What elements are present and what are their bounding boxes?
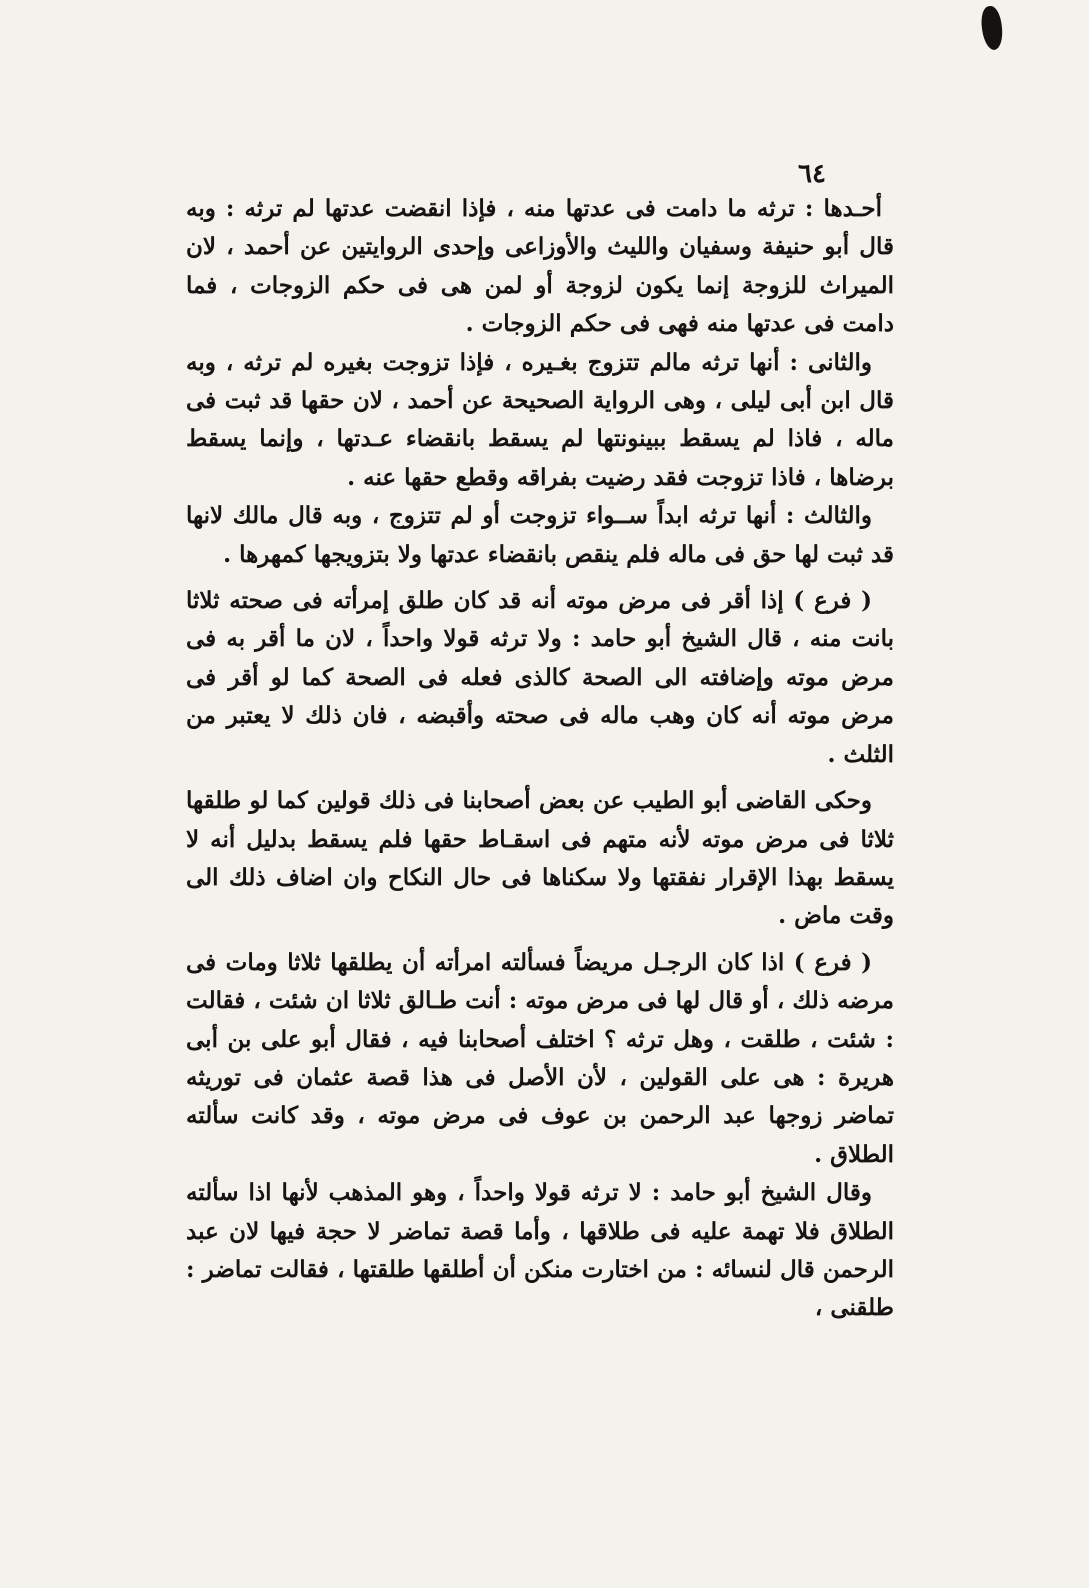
paragraph-branch-acknowledgment: ( فرع ) إذا أقر فى مرض موته أنه قد كان طلق إمرأته فى صحته ثلاثا بانت منه ، قال الشيخ أبو حامد : ولا ترثه قولا واحداً ، لان ما أقر به فى مرض موته وإضافته الى الصحة كالذى فعله فى الصحة كما لو أقر فى مرض موته أنه كان وهب ماله فى صحته وأقبضه ، فان ذلك لا يعتبر من الثلث .: [186, 587, 894, 768]
paragraph-third-view: والثالث : أنها ترثه ابداً ســواء تزوجت أو لم تتزوج ، وبه قال مالك لانها قد ثبت لها حق فى ماله فلم ينقص بانقضاء عدتها ولا بتزويجها كمهرها .: [186, 502, 894, 568]
paragraph-abu-hamid: وقال الشيخ أبو حامد : لا ترثه قولا واحداً ، وهو المذهب لأنها اذا سألته الطلاق فلا تهمة عليه فى طلاقها ، وأما قصة تماضر لا حجة فيها لان عبد الرحمن قال لنسائه : من اختارت منكن أن أطلقها طلقتها ، فقالت تماضر : طلقنى ،: [186, 1179, 894, 1322]
paragraph-branch-request: ( فرع ) اذا كان الرجـل مريضاً فسألته امرأته أن يطلقها ثلاثا ومات فى مرضه ذلك ، أو قال لها فى مرض موته : أنت طـالق ثلاثا ان شئت ، فقالت : شئت ، طلقت ، وهل ترثه ؟ اختلف أصحابنا فيه ، فقال أبو على بن أبى هريرة : هى على القولين ، لأن الأصل فى هذا قصة عثمان فى توريثه تماضر زوجها عبد الرحمن بن عوف فى مرض موته ، وقد كانت سألته الطلاق .: [186, 948, 894, 1168]
ink-mark: [979, 5, 1005, 51]
page-number: ٦٤: [798, 159, 826, 189]
paragraph-judge-report: وحكى القاضى أبو الطيب عن بعض أصحابنا فى ذلك قولين كما لو طلقها ثلاثا فى مرض موته لأنه متهم فى اسقـاط حقها فلم يسقط بدليل أنه لا يسقط بهذا الإقرار نفقتها ولا سكناها فى حال النكاح وان اضاف ذلك الى وقت ماض .: [186, 787, 894, 930]
paragraph-first-view: أحـدها : ترثه ما دامت فى عدتها منه ، فإذا انقضت عدتها لم ترثه : وبه قال أبو حنيفة وسفيان والليث والأوزاعى وإحدى الروايتين عن أحمد ، لان الميراث للزوجة إنما يكون لزوجة أو لمن هى فى حكم الزوجات ، فما دامت فى عدتها منه فهى فى حكم الزوجات .: [186, 195, 894, 338]
body-text: [186, 190, 894, 1328]
paragraph-second-view: والثانى : أنها ترثه مالم تتزوج بغـيره ، فإذا تزوجت بغيره لم ترثه ، وبه قال ابن أبى ليلى ، وهى الرواية الصحيحة عن أحمد ، لان حقها قد ثبت فى ماله ، فاذا لم يسقط ببينونتها لم يسقط بانقضاء عـدتها ، وإنما يسقط برضاها ، فاذا تزوجت فقد رضيت بفراقه وقطع حقها عنه .: [186, 348, 894, 491]
